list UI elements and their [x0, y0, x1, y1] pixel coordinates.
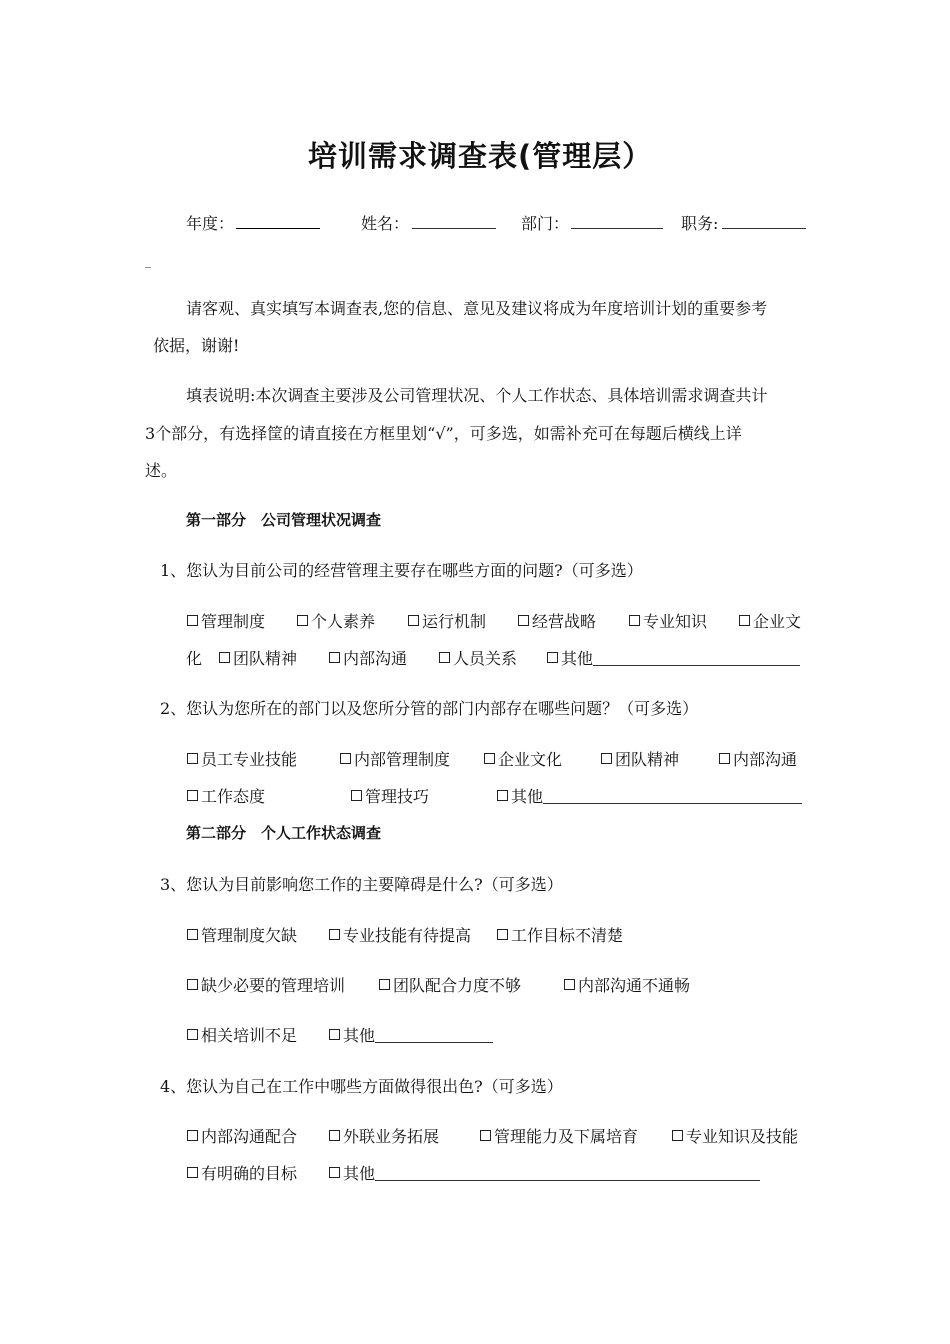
checkbox[interactable]	[187, 979, 198, 990]
position-field[interactable]	[722, 214, 806, 229]
checkbox[interactable]	[739, 615, 750, 626]
q2-other-line[interactable]	[543, 787, 802, 804]
checkbox[interactable]	[329, 1130, 340, 1141]
checkbox[interactable]	[351, 790, 362, 801]
department-label: 部门：	[521, 214, 570, 233]
checkbox[interactable]	[219, 652, 230, 663]
intro-line-1: 请客观、真实填写本调查表,您的信息、意见及建议将成为年度培训计划的重要参考	[186, 299, 768, 318]
checkbox[interactable]	[497, 929, 508, 940]
instructions-line-3: 述。	[145, 461, 178, 480]
q2-option[interactable]: 内部沟通	[719, 747, 797, 770]
checkbox[interactable]	[408, 615, 419, 626]
q4-option[interactable]: 有明确的目标	[187, 1161, 297, 1184]
checkbox[interactable]	[480, 1130, 491, 1141]
q1-option[interactable]: 人员关系	[439, 646, 517, 669]
checkbox[interactable]	[329, 929, 340, 940]
year-label: 年度：	[186, 214, 235, 233]
page-title: 培训需求调查表(管理层）	[308, 139, 653, 173]
checkbox[interactable]	[329, 1029, 340, 1040]
q2-option[interactable]: 管理技巧	[351, 784, 429, 807]
instructions-line-2: 3个部分，有选择筐的请直接在方框里划“√”，可多选，如需补充可在每题后横线上详	[145, 424, 742, 443]
q2-option-other[interactable]: 其他	[497, 784, 802, 807]
checkbox[interactable]	[379, 979, 390, 990]
part1-heading: 第一部分 公司管理状况调查	[186, 511, 382, 529]
q1-option[interactable]: 运行机制	[408, 609, 486, 632]
checkbox[interactable]	[329, 1167, 340, 1178]
intro-line-2: 依据，谢谢!	[153, 336, 240, 355]
q1-text: 1、您认为目前公司的经营管理主要存在哪些方面的问题?（可多选）	[160, 561, 643, 580]
q1-option[interactable]: 团队精神	[219, 646, 297, 669]
checkbox[interactable]	[601, 753, 612, 764]
checkbox[interactable]	[187, 929, 198, 940]
q4-option[interactable]: 管理能力及下属培育	[480, 1124, 638, 1147]
checkbox[interactable]	[547, 652, 558, 663]
q3-text: 3、您认为目前影响您工作的主要障碍是什么?（可多选）	[160, 875, 563, 894]
position-label: 职务:	[681, 214, 719, 233]
q1-other-line[interactable]	[593, 649, 800, 666]
name-label: 姓名：	[361, 214, 410, 233]
q2-option[interactable]: 工作态度	[187, 784, 265, 807]
q3-option[interactable]: 管理制度欠缺	[187, 923, 297, 946]
checkbox[interactable]	[187, 1029, 198, 1040]
checkbox[interactable]	[187, 1130, 198, 1141]
instructions-line-1: 填表说明:本次调查主要涉及公司管理状况、个人工作状态、具体培训需求调查共计	[186, 386, 768, 405]
checkbox[interactable]	[629, 615, 640, 626]
q2-option[interactable]: 企业文化	[484, 747, 562, 770]
q3-option[interactable]: 团队配合力度不够	[379, 973, 521, 996]
q4-option[interactable]: 内部沟通配合	[187, 1124, 297, 1147]
q2-text: 2、您认为您所在的部门以及您所分管的部门内部存在哪些问题？（可多选）	[160, 699, 699, 718]
q4-option-other[interactable]: 其他	[329, 1161, 760, 1184]
checkbox[interactable]	[187, 790, 198, 801]
checkbox[interactable]	[672, 1130, 683, 1141]
checkbox[interactable]	[297, 615, 308, 626]
q3-option[interactable]: 内部沟通不通畅	[564, 973, 690, 996]
checkbox[interactable]	[518, 615, 529, 626]
checkbox[interactable]	[497, 790, 508, 801]
q2-option[interactable]: 员工专业技能	[187, 747, 297, 770]
checkbox[interactable]	[340, 753, 351, 764]
q3-option-other[interactable]: 其他	[329, 1023, 493, 1046]
q4-option[interactable]: 专业知识及技能	[672, 1124, 798, 1147]
checkbox[interactable]	[329, 652, 340, 663]
q1-option[interactable]: 内部沟通	[329, 646, 407, 669]
q1-option-other[interactable]: 其他	[547, 646, 800, 669]
q3-option[interactable]: 缺少必要的管理培训	[187, 973, 345, 996]
q1-option[interactable]: 管理制度	[187, 609, 265, 632]
q3-option[interactable]: 工作目标不清楚	[497, 923, 623, 946]
q2-option[interactable]: 团队精神	[601, 747, 679, 770]
stray-underscore: _	[145, 254, 151, 268]
q3-other-line[interactable]	[375, 1026, 493, 1043]
checkbox[interactable]	[719, 753, 730, 764]
checkbox[interactable]	[439, 652, 450, 663]
q1-option[interactable]: 企业文	[739, 609, 801, 632]
year-field[interactable]	[236, 214, 320, 229]
q3-option[interactable]: 相关培训不足	[187, 1023, 297, 1046]
checkbox[interactable]	[187, 1167, 198, 1178]
name-field[interactable]	[412, 214, 496, 229]
q4-option[interactable]: 外联业务拓展	[329, 1124, 439, 1147]
q1-option[interactable]: 经营战略	[518, 609, 596, 632]
q1-option[interactable]: 个人素养	[297, 609, 375, 632]
checkbox[interactable]	[484, 753, 495, 764]
q4-text: 4、您认为自己在工作中哪些方面做得很出色?（可多选）	[160, 1077, 563, 1096]
q4-other-line[interactable]	[375, 1164, 760, 1181]
checkbox[interactable]	[187, 753, 198, 764]
department-field[interactable]	[571, 214, 663, 229]
q2-option[interactable]: 内部管理制度	[340, 747, 450, 770]
q3-option[interactable]: 专业技能有待提高	[329, 923, 471, 946]
q1-wrap-char: 化	[186, 649, 203, 668]
checkbox[interactable]	[564, 979, 575, 990]
q1-option[interactable]: 专业知识	[629, 609, 707, 632]
part2-heading: 第二部分 个人工作状态调查	[186, 824, 382, 842]
checkbox[interactable]	[187, 615, 198, 626]
